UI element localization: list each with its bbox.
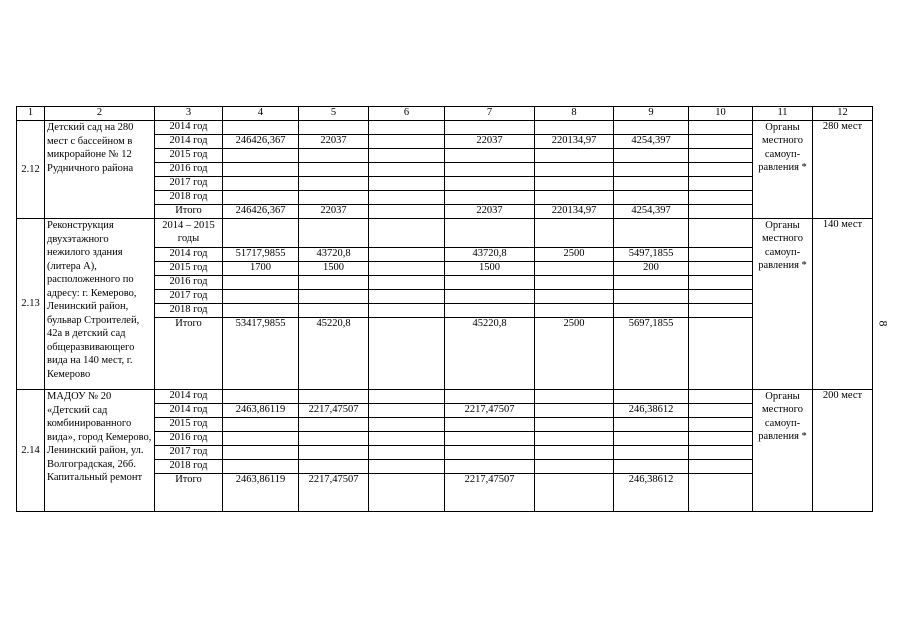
- value-cell: [369, 446, 445, 460]
- value-cell: [689, 418, 753, 432]
- value-cell: 2217,47507: [299, 404, 369, 418]
- document-page: [16, 106, 872, 512]
- value-cell: [299, 418, 369, 432]
- value-cell: [369, 390, 445, 404]
- year-cell: 2016 год: [155, 432, 223, 446]
- year-cell: 2014 год: [155, 121, 223, 135]
- value-cell: 5497,1855: [614, 248, 689, 262]
- value-cell: 220134,97: [535, 135, 614, 149]
- value-cell: 53417,9855: [223, 318, 299, 390]
- year-cell: 2018 год: [155, 191, 223, 205]
- value-cell: [369, 177, 445, 191]
- value-cell: [223, 219, 299, 248]
- value-cell: [614, 219, 689, 248]
- value-cell: [689, 262, 753, 276]
- column-header: 10: [689, 107, 753, 121]
- year-cell: 2017 год: [155, 446, 223, 460]
- column-header: 5: [299, 107, 369, 121]
- value-cell: [689, 177, 753, 191]
- value-cell: 246426,367: [223, 135, 299, 149]
- table-row: [17, 121, 873, 135]
- value-cell: [535, 446, 614, 460]
- responsible-org-cell: Органы местного самоуп-равления *: [753, 390, 813, 512]
- value-cell: [369, 418, 445, 432]
- column-header: 8: [535, 107, 614, 121]
- value-cell: [535, 460, 614, 474]
- column-header: 9: [614, 107, 689, 121]
- year-cell: 2017 год: [155, 177, 223, 191]
- value-cell: [369, 404, 445, 418]
- value-cell: [535, 276, 614, 290]
- value-cell: [445, 177, 535, 191]
- value-cell: [535, 262, 614, 276]
- value-cell: [445, 219, 535, 248]
- value-cell: 246,38612: [614, 404, 689, 418]
- value-cell: [369, 276, 445, 290]
- value-cell: 45220,8: [299, 318, 369, 390]
- value-cell: [299, 460, 369, 474]
- value-cell: 246,38612: [614, 474, 689, 512]
- value-cell: 1700: [223, 262, 299, 276]
- value-cell: [299, 219, 369, 248]
- value-cell: [614, 446, 689, 460]
- value-cell: 2463,86119: [223, 404, 299, 418]
- value-cell: 2217,47507: [445, 404, 535, 418]
- value-cell: [689, 290, 753, 304]
- value-cell: [689, 390, 753, 404]
- value-cell: [223, 177, 299, 191]
- value-cell: [535, 121, 614, 135]
- value-cell: 51717,9855: [223, 248, 299, 262]
- value-cell: [689, 149, 753, 163]
- year-cell: Итого: [155, 205, 223, 219]
- value-cell: [614, 418, 689, 432]
- value-cell: [369, 304, 445, 318]
- value-cell: [535, 304, 614, 318]
- budget-table: [16, 106, 873, 512]
- value-cell: [614, 121, 689, 135]
- value-cell: [223, 418, 299, 432]
- value-cell: 220134,97: [535, 205, 614, 219]
- responsible-org-cell: Органы местного самоуп-равления *: [753, 121, 813, 219]
- value-cell: [614, 290, 689, 304]
- value-cell: [369, 432, 445, 446]
- value-cell: [299, 177, 369, 191]
- value-cell: [535, 149, 614, 163]
- capacity-cell: 280 мест: [813, 121, 873, 219]
- value-cell: 43720,8: [445, 248, 535, 262]
- value-cell: [369, 219, 445, 248]
- value-cell: [445, 290, 535, 304]
- value-cell: [369, 474, 445, 512]
- column-header: 2: [45, 107, 155, 121]
- value-cell: [689, 432, 753, 446]
- value-cell: [445, 191, 535, 205]
- object-name-cell: МАДОУ № 20 «Детский сад комбинированного вида», город Кемерово, Ленинский район, ул. Волгоградская, 26б. Капитальный ремонт: [45, 390, 155, 512]
- value-cell: [299, 121, 369, 135]
- value-cell: [223, 191, 299, 205]
- value-cell: [445, 276, 535, 290]
- value-cell: [535, 418, 614, 432]
- value-cell: 22037: [445, 205, 535, 219]
- value-cell: [614, 460, 689, 474]
- value-cell: [223, 432, 299, 446]
- value-cell: [445, 304, 535, 318]
- value-cell: [614, 177, 689, 191]
- value-cell: [614, 276, 689, 290]
- value-cell: [535, 290, 614, 304]
- value-cell: 4254,397: [614, 135, 689, 149]
- page-number: 8: [876, 320, 891, 327]
- value-cell: [369, 248, 445, 262]
- value-cell: [369, 191, 445, 205]
- value-cell: [614, 191, 689, 205]
- value-cell: [223, 390, 299, 404]
- value-cell: [369, 290, 445, 304]
- table-row: [17, 390, 873, 404]
- value-cell: [689, 304, 753, 318]
- responsible-org-cell: Органы местного самоуп-равления *: [753, 219, 813, 390]
- object-name-cell: Детский сад на 280 мест с бассейном в микрорайоне № 12 Рудничного района: [45, 121, 155, 219]
- year-cell: 2014 год: [155, 248, 223, 262]
- table-row: [17, 219, 873, 248]
- value-cell: [299, 149, 369, 163]
- value-cell: [445, 390, 535, 404]
- value-cell: [614, 432, 689, 446]
- value-cell: [614, 304, 689, 318]
- value-cell: [299, 276, 369, 290]
- value-cell: [369, 149, 445, 163]
- column-header: 1: [17, 107, 45, 121]
- value-cell: 200: [614, 262, 689, 276]
- value-cell: [535, 404, 614, 418]
- value-cell: [689, 404, 753, 418]
- value-cell: [445, 460, 535, 474]
- value-cell: [445, 163, 535, 177]
- value-cell: 22037: [299, 135, 369, 149]
- value-cell: 2217,47507: [299, 474, 369, 512]
- year-cell: Итого: [155, 318, 223, 390]
- value-cell: 43720,8: [299, 248, 369, 262]
- capacity-cell: 200 мест: [813, 390, 873, 512]
- row-number-cell: 2.14: [17, 390, 45, 512]
- value-cell: [689, 163, 753, 177]
- value-cell: [223, 121, 299, 135]
- column-header: 11: [753, 107, 813, 121]
- year-cell: 2015 год: [155, 149, 223, 163]
- value-cell: 2500: [535, 248, 614, 262]
- year-cell: 2018 год: [155, 304, 223, 318]
- value-cell: [445, 149, 535, 163]
- capacity-cell: 140 мест: [813, 219, 873, 390]
- value-cell: [445, 418, 535, 432]
- value-cell: 22037: [445, 135, 535, 149]
- year-cell: 2014 год: [155, 135, 223, 149]
- value-cell: [689, 248, 753, 262]
- value-cell: [223, 163, 299, 177]
- value-cell: [223, 304, 299, 318]
- value-cell: [689, 474, 753, 512]
- value-cell: [689, 191, 753, 205]
- value-cell: [535, 219, 614, 248]
- value-cell: 4254,397: [614, 205, 689, 219]
- value-cell: 1500: [445, 262, 535, 276]
- value-cell: [689, 219, 753, 248]
- value-cell: [369, 318, 445, 390]
- object-name-cell: Реконструкция двухэтажного нежилого здания (литера А), расположенного по адресу: г. Кемерово, Ленинский район, бульвар Строителей, 42а в детский сад общеразвивающего вида на 140 мест, г. Кемерово: [45, 219, 155, 390]
- value-cell: [535, 432, 614, 446]
- value-cell: [689, 276, 753, 290]
- value-cell: [223, 149, 299, 163]
- value-cell: [445, 446, 535, 460]
- column-header: 4: [223, 107, 299, 121]
- value-cell: [535, 191, 614, 205]
- value-cell: [369, 205, 445, 219]
- value-cell: [299, 446, 369, 460]
- year-cell: 2016 год: [155, 276, 223, 290]
- value-cell: [299, 390, 369, 404]
- value-cell: 1500: [299, 262, 369, 276]
- year-cell: Итого: [155, 474, 223, 512]
- value-cell: [369, 135, 445, 149]
- column-header: 3: [155, 107, 223, 121]
- value-cell: [689, 446, 753, 460]
- year-cell: 2014 – 2015 годы: [155, 219, 223, 248]
- value-cell: 2217,47507: [445, 474, 535, 512]
- value-cell: 5697,1855: [614, 318, 689, 390]
- value-cell: [535, 163, 614, 177]
- value-cell: [689, 460, 753, 474]
- value-cell: [689, 135, 753, 149]
- value-cell: 22037: [299, 205, 369, 219]
- column-header: 12: [813, 107, 873, 121]
- year-cell: 2014 год: [155, 404, 223, 418]
- value-cell: [614, 163, 689, 177]
- value-cell: [445, 121, 535, 135]
- value-cell: [369, 262, 445, 276]
- value-cell: [223, 276, 299, 290]
- value-cell: 2500: [535, 318, 614, 390]
- year-cell: 2014 год: [155, 390, 223, 404]
- column-header: 6: [369, 107, 445, 121]
- value-cell: [299, 191, 369, 205]
- value-cell: [535, 177, 614, 191]
- column-header: 7: [445, 107, 535, 121]
- year-cell: 2016 год: [155, 163, 223, 177]
- value-cell: [689, 318, 753, 390]
- value-cell: 2463,86119: [223, 474, 299, 512]
- column-number-row: [17, 107, 873, 121]
- value-cell: [535, 390, 614, 404]
- year-cell: 2015 год: [155, 418, 223, 432]
- value-cell: [369, 121, 445, 135]
- row-number-cell: 2.12: [17, 121, 45, 219]
- value-cell: [223, 290, 299, 304]
- value-cell: [369, 460, 445, 474]
- value-cell: 45220,8: [445, 318, 535, 390]
- year-cell: 2018 год: [155, 460, 223, 474]
- value-cell: [614, 149, 689, 163]
- value-cell: [299, 432, 369, 446]
- row-number-cell: 2.13: [17, 219, 45, 390]
- value-cell: [689, 121, 753, 135]
- value-cell: [614, 390, 689, 404]
- year-cell: 2017 год: [155, 290, 223, 304]
- value-cell: [689, 205, 753, 219]
- value-cell: [369, 163, 445, 177]
- value-cell: [299, 290, 369, 304]
- value-cell: [535, 474, 614, 512]
- value-cell: [223, 446, 299, 460]
- value-cell: [299, 163, 369, 177]
- value-cell: [445, 432, 535, 446]
- year-cell: 2015 год: [155, 262, 223, 276]
- value-cell: [299, 304, 369, 318]
- value-cell: 246426,367: [223, 205, 299, 219]
- value-cell: [223, 460, 299, 474]
